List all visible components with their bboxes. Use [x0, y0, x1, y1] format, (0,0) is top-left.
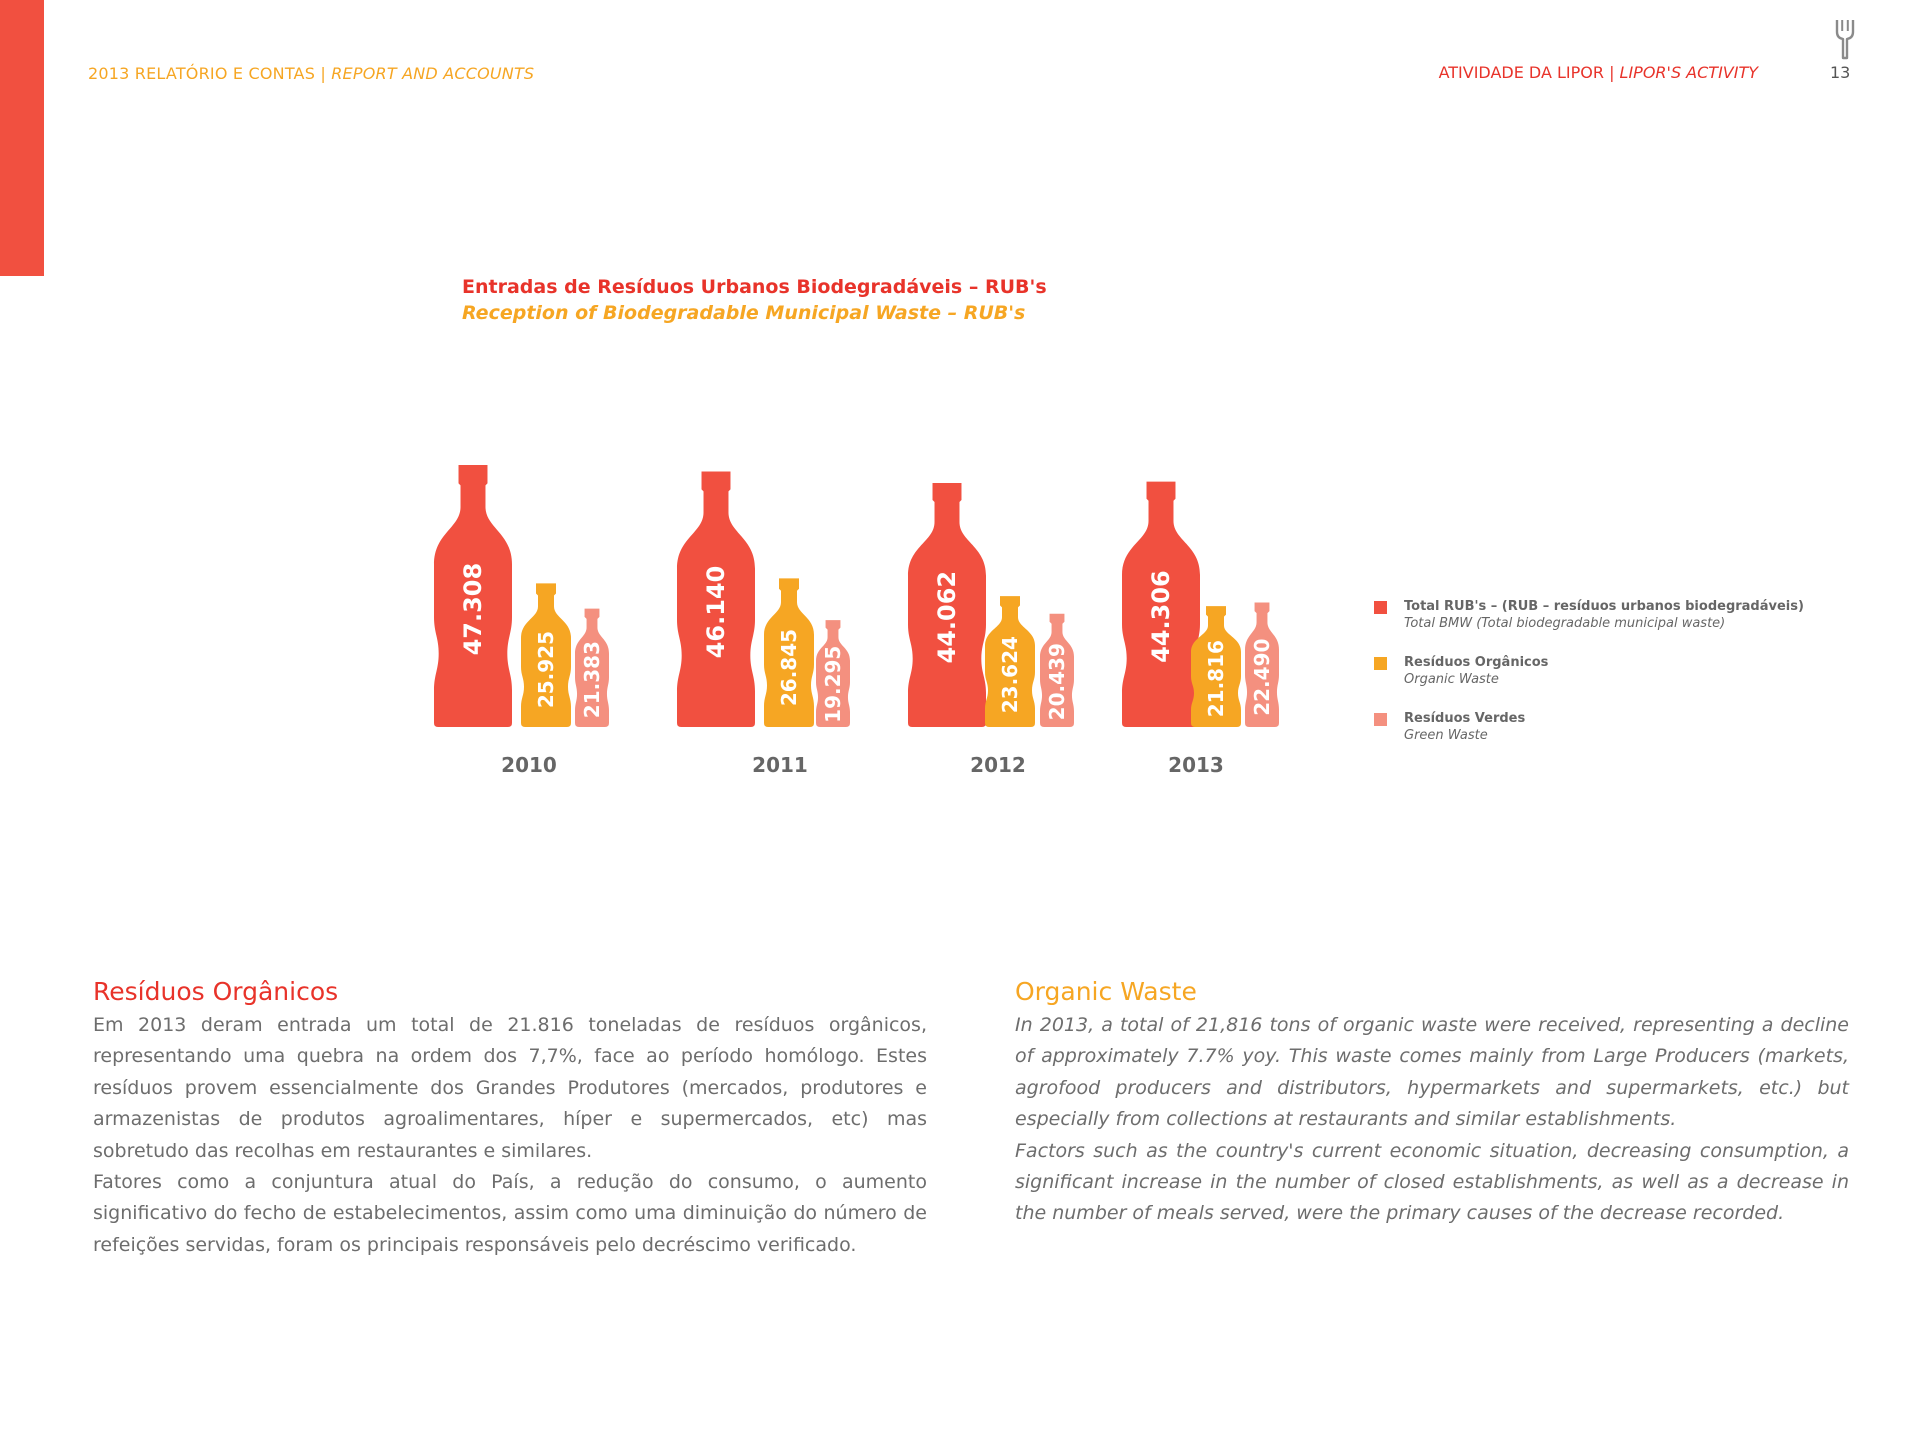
year-label-2013: 2013 — [1168, 753, 1224, 777]
paragraph-en-1: In 2013, a total of 21,816 tons of organic waste were received, representing a decline of approximately 7.7% yoy. This waste comes mainly from Large Producers (markets, agrofood producers and distributors, hypermarkets and supermarkets, etc.) but especially from collections at restaurants and similar establishments. — [1015, 1014, 1849, 1131]
value-label-total-2013: 44.306 — [1147, 570, 1175, 663]
year-label-2012: 2012 — [970, 753, 1026, 777]
section-heading-en: Organic Waste — [1015, 977, 1197, 1006]
legend-label-organic: Resíduos Orgânicos — [1404, 655, 1549, 670]
year-label-2010: 2010 — [501, 753, 557, 777]
value-label-organic-2013: 21.816 — [1204, 640, 1228, 718]
chart-title-pt: Entradas de Resíduos Urbanos Biodegradáveis – RUB's — [462, 276, 1047, 298]
legend-swatch-organic — [1374, 657, 1387, 670]
legend-item-total — [1370, 598, 1890, 632]
value-label-green-2012: 20.439 — [1045, 643, 1069, 721]
paragraph-pt-1: Em 2013 deram entrada um total de 21.816 toneladas de resíduos orgânicos, representando uma quebra na ordem dos 7,7%, face ao período homólogo. Estes resíduos provem essencialmente dos Grandes Produtores (mercados, produtores e armazenistas de produtos agroalimentares, híper e supermercados, etc) mas sobretudo das recolhas em restaurantes e similares. — [93, 1014, 927, 1162]
legend-label-total: Total RUB's – (RUB – resíduos urbanos biodegradáveis) — [1404, 599, 1804, 614]
paragraph-pt-2: Fatores como a conjuntura atual do País, a redução do consumo, o aumento significativo do fecho de estabelecimentos, assim como uma diminuição do número de refeições servidas, foram os principais responsáveis pelo decréscimo verificado. — [93, 1171, 927, 1256]
value-label-total-2010: 47.308 — [459, 562, 487, 656]
paragraph-en-2: Factors such as the country's current economic situation, decreasing consumption, a significant increase in the number of closed establishments, as well as a decrease in the number of meals served, were the primary causes of the decrease recorded. — [1015, 1139, 1849, 1225]
legend-sub-total: Total BMW (Total biodegradable municipal waste) — [1404, 616, 1726, 631]
value-label-organic-2012: 23.624 — [998, 636, 1022, 714]
value-label-green-2013: 22.490 — [1250, 638, 1274, 716]
value-label-total-2012: 44.062 — [933, 570, 961, 664]
section-title-pt: ATIVIDADE DA LIPOR | — [1438, 63, 1620, 82]
legend-item-green — [1370, 710, 1890, 744]
section-english — [1015, 976, 1849, 1230]
legend-item-organic — [1370, 654, 1890, 688]
year-label-2011: 2011 — [752, 753, 808, 777]
value-label-green-2011: 19.295 — [821, 645, 845, 723]
legend-sub-green: Green Waste — [1404, 728, 1488, 743]
chart-title-en: Reception of Biodegradable Municipal Waste – RUB's — [462, 302, 1026, 324]
legend-sub-organic: Organic Waste — [1404, 672, 1499, 687]
value-label-total-2011: 46.140 — [702, 565, 730, 659]
legend-swatch-green — [1374, 713, 1387, 726]
value-label-organic-2011: 26.845 — [777, 628, 801, 707]
chart-legend — [1370, 598, 1890, 766]
section-portuguese — [93, 976, 927, 1261]
section-heading-pt: Resíduos Orgânicos — [93, 977, 339, 1006]
legend-label-green: Resíduos Verdes — [1404, 711, 1526, 726]
value-label-organic-2010: 25.925 — [534, 630, 558, 709]
page-number: 13 — [1830, 63, 1851, 82]
report-title-pt: 2013 RELATÓRIO E CONTAS | — [88, 64, 332, 83]
report-title-en: REPORT AND ACCOUNTS — [331, 64, 535, 83]
section-title-en: LIPOR'S ACTIVITY — [1619, 63, 1758, 82]
legend-swatch-total — [1374, 601, 1387, 614]
value-label-green-2010: 21.383 — [580, 641, 604, 719]
